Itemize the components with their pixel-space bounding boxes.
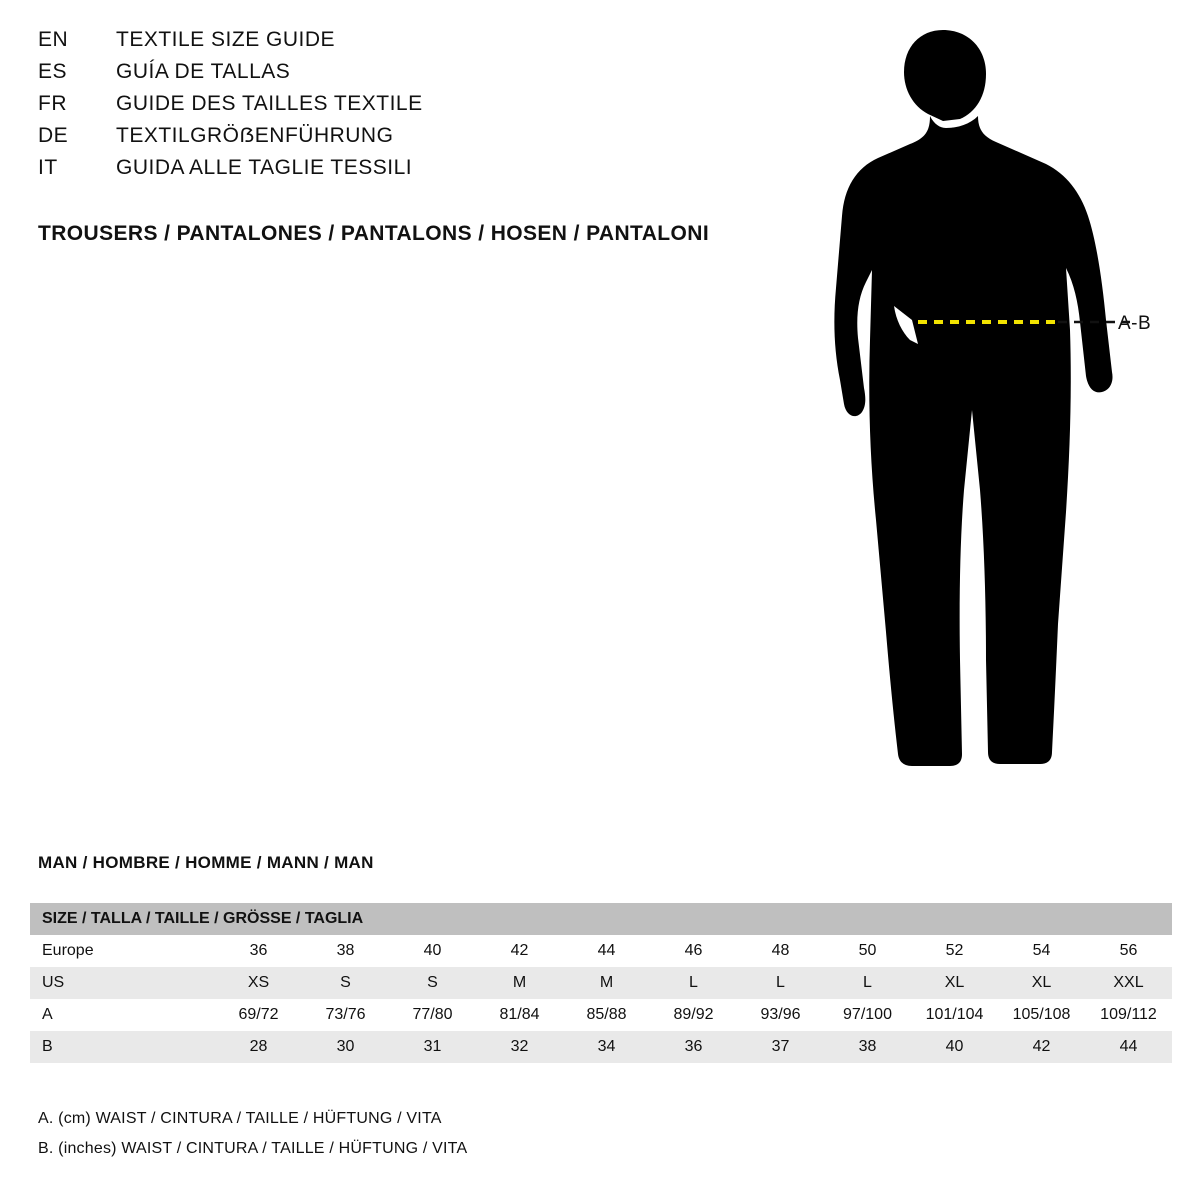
cell-value: S — [302, 967, 389, 999]
language-code: EN — [38, 28, 69, 51]
language-header-block — [38, 28, 798, 188]
cell-value: L — [737, 967, 824, 999]
row-label: A — [30, 999, 215, 1031]
language-row — [38, 60, 798, 92]
language-row — [38, 92, 798, 124]
cell-value: 50 — [824, 935, 911, 967]
cell-value: 101/104 — [911, 999, 998, 1031]
cell-value: M — [476, 967, 563, 999]
language-title: GUIDA ALLE TAGLIE TESSILI — [116, 156, 413, 179]
body-shape — [834, 116, 1112, 766]
cell-value: 36 — [650, 1031, 737, 1063]
table-header-row — [30, 903, 1172, 935]
table-row — [30, 935, 1172, 967]
cell-value: L — [650, 967, 737, 999]
row-label: B — [30, 1031, 215, 1063]
garment-category-title: TROUSERS / PANTALONES / PANTALONS / HOSEN / PANTALONI — [38, 222, 710, 245]
gender-heading: MAN / HOMBRE / HOMME / MANN / MAN — [38, 853, 374, 872]
cell-value: 109/112 — [1085, 999, 1172, 1031]
cell-value: 73/76 — [302, 999, 389, 1031]
cell-value: 97/100 — [824, 999, 911, 1031]
cell-value: 48 — [737, 935, 824, 967]
row-label: US — [30, 967, 215, 999]
table-row — [30, 967, 1172, 999]
language-title: TEXTILE SIZE GUIDE — [116, 28, 336, 51]
cell-value: S — [389, 967, 476, 999]
row-label: Europe — [30, 935, 215, 967]
cell-value: 85/88 — [563, 999, 650, 1031]
footnote-a: A. (cm) WAIST / CINTURA / TAILLE / HÜFTUNG / VITA — [38, 1110, 442, 1127]
table-row — [30, 1031, 1172, 1063]
cell-value: 44 — [563, 935, 650, 967]
language-code: FR — [38, 92, 67, 115]
measure-label-ab: A-B — [1118, 313, 1152, 334]
cell-value: 40 — [389, 935, 476, 967]
language-row — [38, 156, 798, 188]
language-code: IT — [38, 156, 58, 179]
head-shape — [904, 30, 986, 121]
cell-value: 31 — [389, 1031, 476, 1063]
cell-value: 37 — [737, 1031, 824, 1063]
language-code: ES — [38, 60, 68, 83]
cell-value: 38 — [824, 1031, 911, 1063]
cell-value: 28 — [215, 1031, 302, 1063]
cell-value: L — [824, 967, 911, 999]
cell-value: 81/84 — [476, 999, 563, 1031]
table-header-label: SIZE / TALLA / TAILLE / GRÖSSE / TAGLIA — [30, 903, 1172, 935]
cell-value: XXL — [1085, 967, 1172, 999]
cell-value: XL — [911, 967, 998, 999]
cell-value: M — [563, 967, 650, 999]
cell-value: 34 — [563, 1031, 650, 1063]
cell-value: 40 — [911, 1031, 998, 1063]
language-code: DE — [38, 124, 69, 147]
cell-value: 54 — [998, 935, 1085, 967]
cell-value: 52 — [911, 935, 998, 967]
cell-value: 42 — [998, 1031, 1085, 1063]
cell-value: 44 — [1085, 1031, 1172, 1063]
cell-value: 105/108 — [998, 999, 1085, 1031]
footnotes-block — [38, 1110, 467, 1170]
cell-value: 38 — [302, 935, 389, 967]
cell-value: XS — [215, 967, 302, 999]
language-title: TEXTILGRÖẞENFÜHRUNG — [116, 124, 394, 147]
cell-value: 36 — [215, 935, 302, 967]
language-title: GUIDE DES TAILLES TEXTILE — [116, 92, 423, 115]
cell-value: 32 — [476, 1031, 563, 1063]
cell-value: XL — [998, 967, 1085, 999]
cell-value: 93/96 — [737, 999, 824, 1031]
cell-value: 77/80 — [389, 999, 476, 1031]
language-row — [38, 124, 798, 156]
cell-value: 69/72 — [215, 999, 302, 1031]
cell-value: 42 — [476, 935, 563, 967]
male-silhouette-figure — [800, 20, 1200, 810]
footnote-b: B. (inches) WAIST / CINTURA / TAILLE / HÜFTUNG / VITA — [38, 1140, 468, 1157]
size-table — [30, 903, 1172, 1063]
cell-value: 56 — [1085, 935, 1172, 967]
table-row — [30, 999, 1172, 1031]
language-title: GUÍA DE TALLAS — [116, 60, 291, 83]
language-row — [38, 28, 798, 60]
cell-value: 89/92 — [650, 999, 737, 1031]
cell-value: 46 — [650, 935, 737, 967]
cell-value: 30 — [302, 1031, 389, 1063]
silhouette-svg — [800, 20, 1200, 810]
